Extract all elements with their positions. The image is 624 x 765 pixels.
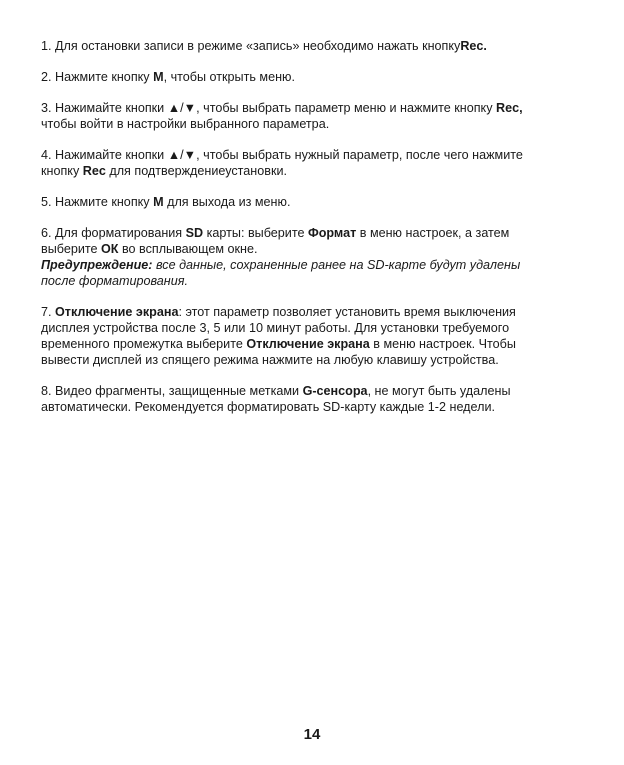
format-term: Формат bbox=[307, 226, 357, 240]
instruction-2 bbox=[41, 69, 589, 85]
instruction-5-line-1 bbox=[41, 194, 589, 210]
instruction-7 bbox=[41, 304, 589, 368]
instruction-2-text-end: , чтобы открыть меню. bbox=[163, 70, 295, 84]
instruction-6-line-2-end: во всплывающем окне. bbox=[118, 242, 258, 256]
instruction-3-line-2: чтобы войти в настройки выбранного параметра. bbox=[41, 117, 330, 131]
warning-label: Предупреждение: bbox=[41, 258, 153, 272]
instruction-5-text: 5. Нажмите кнопку bbox=[41, 195, 154, 209]
instruction-3 bbox=[41, 100, 589, 132]
instruction-5-text-end: для выхода из меню. bbox=[163, 195, 291, 209]
instruction-8-line-2: автоматически. Рекомендуется форматировать SD-карту каждые 1-2 недели. bbox=[41, 400, 495, 414]
instruction-8-text-end: , не могут быть удалены bbox=[367, 384, 511, 398]
g-sensor-term: G-сенсора bbox=[302, 384, 368, 398]
instruction-1-text: 1. Для остановки записи в режиме «запись» необходимо нажать кнопку bbox=[41, 39, 461, 53]
instruction-4 bbox=[41, 147, 589, 179]
instruction-4-line-2 bbox=[41, 163, 589, 179]
instruction-4-line-1: 4. Нажимайте кнопки ▲/▼, чтобы выбрать нужный параметр, после чего нажмите bbox=[41, 148, 523, 162]
page-number: 14 bbox=[303, 726, 321, 743]
instruction-7-line-1 bbox=[41, 304, 589, 320]
instruction-6 bbox=[41, 225, 589, 289]
instruction-6-line-2 bbox=[41, 241, 589, 257]
ok-term: ОК bbox=[101, 242, 119, 256]
instruction-6-line-1 bbox=[41, 225, 589, 241]
m-button-name: M bbox=[153, 195, 164, 209]
instruction-4-text-end: для подтверждениеустановки. bbox=[105, 164, 287, 178]
instruction-7-number: 7. bbox=[41, 305, 56, 319]
instruction-8 bbox=[41, 383, 589, 415]
instruction-7-line-4: вывести дисплей из спящего режима нажмите на любую клавишу устройства. bbox=[41, 353, 499, 367]
instruction-1-line-1 bbox=[41, 38, 589, 54]
instruction-3-line-1 bbox=[41, 100, 589, 116]
rec-button-name: Rec, bbox=[496, 101, 523, 115]
instruction-7-text: : этот параметр позволяет установить время выключения bbox=[178, 305, 516, 319]
screen-off-term: Отключение экрана bbox=[246, 337, 370, 351]
instruction-5 bbox=[41, 194, 589, 210]
instruction-7-line-2: дисплея устройства после 3, 5 или 10 минут работы. Для установки требуемого bbox=[41, 321, 510, 335]
manual-page-body bbox=[41, 38, 589, 415]
sd-term: SD bbox=[185, 226, 204, 240]
instruction-2-text: 2. Нажмите кнопку bbox=[41, 70, 154, 84]
screen-off-term: Отключение экрана bbox=[55, 305, 179, 319]
m-button-name: M bbox=[153, 70, 164, 84]
instruction-8-text: 8. Видео фрагменты, защищенные метками bbox=[41, 384, 303, 398]
instruction-2-line-1 bbox=[41, 69, 589, 85]
instruction-4-text: кнопку bbox=[41, 164, 83, 178]
instruction-6-text-mid: карты: выберите bbox=[203, 226, 308, 240]
warning-text: все данные, сохраненные ранее на SD-карте будут удалены bbox=[152, 258, 521, 272]
instruction-8-line-1 bbox=[41, 383, 589, 399]
instruction-7-line-3-end: в меню настроек. Чтобы bbox=[369, 337, 516, 351]
warning-line-1 bbox=[41, 257, 589, 273]
instruction-1 bbox=[41, 38, 589, 54]
instruction-6-text-end: в меню настроек, а затем bbox=[356, 226, 510, 240]
instruction-3-text: 3. Нажимайте кнопки ▲/▼, чтобы выбрать параметр меню и нажмите кнопку bbox=[41, 101, 496, 115]
warning-line-2: после форматирования. bbox=[41, 274, 188, 288]
instruction-7-line-3-text: временного промежутка выберите bbox=[41, 337, 247, 351]
rec-button-name: Rec bbox=[82, 164, 106, 178]
instruction-6-text: 6. Для форматирования bbox=[41, 226, 186, 240]
instruction-7-line-3 bbox=[41, 336, 589, 352]
instruction-6-line-2-text: выберите bbox=[41, 242, 101, 256]
rec-button-name: Rec. bbox=[460, 39, 487, 53]
